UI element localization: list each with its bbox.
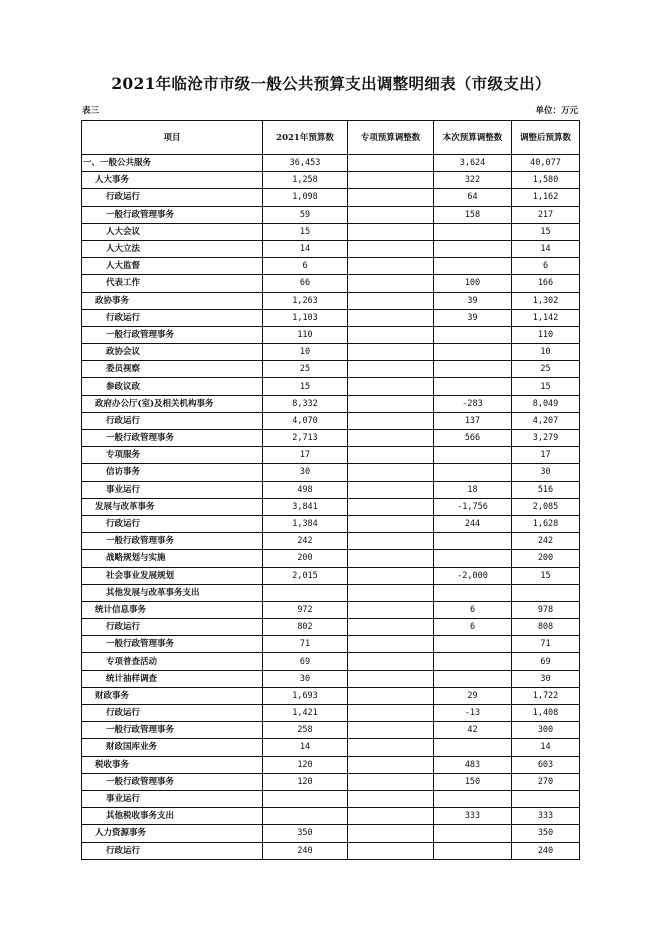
- budget-cell: 15: [263, 223, 348, 240]
- row-name: 行政运行: [82, 842, 263, 859]
- budget-cell: 36,453: [263, 155, 348, 172]
- row-name: 信访事务: [82, 464, 263, 481]
- row-name: 事业运行: [82, 790, 263, 807]
- budget-cell: 71: [263, 636, 348, 653]
- budget-cell: 30: [263, 670, 348, 687]
- budget-cell: 10: [263, 344, 348, 361]
- final-cell: 333: [512, 808, 580, 825]
- adjust-cell: 3,624: [434, 155, 512, 172]
- row-name: 行政运行: [82, 189, 263, 206]
- final-cell: 603: [512, 756, 580, 773]
- row-name: 参政议政: [82, 378, 263, 395]
- final-cell: 270: [512, 773, 580, 790]
- special-adjust-cell: [348, 756, 434, 773]
- special-adjust-cell: [348, 722, 434, 739]
- row-name: 政协事务: [82, 292, 263, 309]
- table-number: 表三: [82, 106, 100, 116]
- special-adjust-cell: [348, 842, 434, 859]
- final-cell: 30: [512, 464, 580, 481]
- adjust-cell: 322: [434, 172, 512, 189]
- budget-cell: 59: [263, 206, 348, 223]
- table-row: [82, 722, 580, 739]
- adjust-cell: -283: [434, 395, 512, 412]
- table-row: [82, 533, 580, 550]
- special-adjust-cell: [348, 395, 434, 412]
- special-adjust-cell: [348, 344, 434, 361]
- special-adjust-cell: [348, 601, 434, 618]
- final-cell: 1,628: [512, 515, 580, 532]
- budget-cell: 8,332: [263, 395, 348, 412]
- row-name: 一、一般公共服务: [82, 155, 263, 172]
- row-name: 专项普查活动: [82, 653, 263, 670]
- special-adjust-cell: [348, 326, 434, 343]
- budget-cell: 25: [263, 361, 348, 378]
- final-cell: 30: [512, 670, 580, 687]
- adjust-cell: 39: [434, 309, 512, 326]
- row-name: 财政事务: [82, 687, 263, 704]
- adjust-cell: 333: [434, 808, 512, 825]
- final-cell: 2,085: [512, 498, 580, 515]
- adjust-cell: [434, 533, 512, 550]
- table-row: [82, 378, 580, 395]
- adjust-cell: [434, 670, 512, 687]
- row-name: 其他税收事务支出: [82, 808, 263, 825]
- budget-cell: 242: [263, 533, 348, 550]
- adjust-cell: [434, 653, 512, 670]
- budget-cell: [263, 790, 348, 807]
- table-row: [82, 842, 580, 859]
- final-cell: 242: [512, 533, 580, 550]
- table-row: [82, 189, 580, 206]
- table-row: [82, 636, 580, 653]
- special-adjust-cell: [348, 808, 434, 825]
- budget-cell: 1,098: [263, 189, 348, 206]
- adjust-cell: [434, 842, 512, 859]
- budget-cell: 2,713: [263, 430, 348, 447]
- table-row: [82, 584, 580, 601]
- document-title: 2021年临沧市市级一般公共预算支出调整明细表（市级支出）: [111, 74, 551, 93]
- table-row: [82, 223, 580, 240]
- final-cell: 40,077: [512, 155, 580, 172]
- adjust-cell: 42: [434, 722, 512, 739]
- budget-cell: 1,258: [263, 172, 348, 189]
- special-adjust-cell: [348, 584, 434, 601]
- row-name: 委员视察: [82, 361, 263, 378]
- budget-cell: 30: [263, 464, 348, 481]
- special-adjust-cell: [348, 533, 434, 550]
- row-name: 战略规划与实施: [82, 550, 263, 567]
- adjust-cell: [434, 378, 512, 395]
- budget-cell: 3,841: [263, 498, 348, 515]
- special-adjust-cell: [348, 550, 434, 567]
- table-row: [82, 515, 580, 532]
- adjust-cell: 566: [434, 430, 512, 447]
- budget-cell: 6: [263, 258, 348, 275]
- row-name: 行政运行: [82, 412, 263, 429]
- budget-cell: 66: [263, 275, 348, 292]
- budget-cell: 120: [263, 756, 348, 773]
- budget-cell: [263, 808, 348, 825]
- adjust-cell: 29: [434, 687, 512, 704]
- table-row: [82, 653, 580, 670]
- row-name: 发展与改革事务: [82, 498, 263, 515]
- special-adjust-cell: [348, 773, 434, 790]
- adjust-cell: [434, 636, 512, 653]
- special-adjust-cell: [348, 172, 434, 189]
- budget-cell: 350: [263, 825, 348, 842]
- special-adjust-cell: [348, 670, 434, 687]
- row-name: 一般行政管理事务: [82, 430, 263, 447]
- adjust-cell: [434, 223, 512, 240]
- final-cell: 1,302: [512, 292, 580, 309]
- table-row: [82, 687, 580, 704]
- special-adjust-cell: [348, 739, 434, 756]
- adjust-cell: [434, 361, 512, 378]
- special-adjust-cell: [348, 790, 434, 807]
- budget-cell: [263, 584, 348, 601]
- special-adjust-cell: [348, 515, 434, 532]
- budget-cell: 120: [263, 773, 348, 790]
- row-name: 统计抽样调查: [82, 670, 263, 687]
- adjust-cell: 137: [434, 412, 512, 429]
- final-cell: 350: [512, 825, 580, 842]
- adjust-cell: [434, 584, 512, 601]
- header-final: 调整后预算数: [512, 121, 580, 155]
- final-cell: 14: [512, 739, 580, 756]
- final-cell: 4,207: [512, 412, 580, 429]
- table-row: [82, 361, 580, 378]
- table-row: [82, 756, 580, 773]
- final-cell: 69: [512, 653, 580, 670]
- row-name: 人大监督: [82, 258, 263, 275]
- final-cell: 200: [512, 550, 580, 567]
- special-adjust-cell: [348, 653, 434, 670]
- adjust-cell: 158: [434, 206, 512, 223]
- final-cell: [512, 790, 580, 807]
- special-adjust-cell: [348, 240, 434, 257]
- special-adjust-cell: [348, 705, 434, 722]
- final-cell: 71: [512, 636, 580, 653]
- final-cell: 516: [512, 481, 580, 498]
- table-row: [82, 395, 580, 412]
- header-budget: 2021年预算数: [263, 121, 348, 155]
- special-adjust-cell: [348, 825, 434, 842]
- budget-cell: 972: [263, 601, 348, 618]
- special-adjust-cell: [348, 155, 434, 172]
- row-name: 行政运行: [82, 309, 263, 326]
- table-row: [82, 464, 580, 481]
- special-adjust-cell: [348, 292, 434, 309]
- adjust-cell: 150: [434, 773, 512, 790]
- table-row: [82, 808, 580, 825]
- special-adjust-cell: [348, 378, 434, 395]
- adjust-cell: [434, 550, 512, 567]
- adjust-cell: 18: [434, 481, 512, 498]
- adjust-cell: 64: [434, 189, 512, 206]
- table-row: [82, 498, 580, 515]
- row-name: 行政运行: [82, 515, 263, 532]
- header-special: 专项预算调整数: [348, 121, 434, 155]
- adjust-cell: 6: [434, 619, 512, 636]
- final-cell: 240: [512, 842, 580, 859]
- budget-cell: 1,384: [263, 515, 348, 532]
- budget-cell: 258: [263, 722, 348, 739]
- row-name: 一般行政管理事务: [82, 326, 263, 343]
- table-row: [82, 773, 580, 790]
- budget-cell: 17: [263, 447, 348, 464]
- special-adjust-cell: [348, 567, 434, 584]
- unit-label: 单位：万元: [535, 106, 578, 116]
- adjust-cell: -2,000: [434, 567, 512, 584]
- table-row: [82, 344, 580, 361]
- adjust-cell: -1,756: [434, 498, 512, 515]
- table-row: [82, 705, 580, 722]
- special-adjust-cell: [348, 498, 434, 515]
- budget-cell: 4,070: [263, 412, 348, 429]
- table-row: [82, 258, 580, 275]
- budget-cell: 1,693: [263, 687, 348, 704]
- special-adjust-cell: [348, 412, 434, 429]
- table-row: [82, 172, 580, 189]
- row-name: 事业运行: [82, 481, 263, 498]
- table-row: [82, 240, 580, 257]
- header-adjust: 本次预算调整数: [434, 121, 512, 155]
- adjust-cell: [434, 240, 512, 257]
- row-name: 其他发展与改革事务支出: [82, 584, 263, 601]
- final-cell: 1,408: [512, 705, 580, 722]
- table-row: [82, 412, 580, 429]
- row-name: 财政国库业务: [82, 739, 263, 756]
- table-row: [82, 447, 580, 464]
- special-adjust-cell: [348, 189, 434, 206]
- row-name: 税收事务: [82, 756, 263, 773]
- special-adjust-cell: [348, 430, 434, 447]
- special-adjust-cell: [348, 309, 434, 326]
- adjust-cell: [434, 790, 512, 807]
- budget-cell: 802: [263, 619, 348, 636]
- row-name: 一般行政管理事务: [82, 722, 263, 739]
- row-name: 一般行政管理事务: [82, 636, 263, 653]
- adjust-cell: 100: [434, 275, 512, 292]
- table-row: [82, 309, 580, 326]
- final-cell: 15: [512, 567, 580, 584]
- row-name: 一般行政管理事务: [82, 773, 263, 790]
- table-row: [82, 155, 580, 172]
- final-cell: 1,722: [512, 687, 580, 704]
- final-cell: 17: [512, 447, 580, 464]
- final-cell: 110: [512, 326, 580, 343]
- adjust-cell: [434, 344, 512, 361]
- budget-cell: 14: [263, 240, 348, 257]
- budget-cell: 240: [263, 842, 348, 859]
- final-cell: 166: [512, 275, 580, 292]
- table-row: [82, 206, 580, 223]
- table-row: [82, 670, 580, 687]
- adjust-cell: 483: [434, 756, 512, 773]
- header-item: 项目: [82, 121, 263, 155]
- budget-cell: 2,015: [263, 567, 348, 584]
- final-cell: 10: [512, 344, 580, 361]
- table-row: [82, 326, 580, 343]
- row-name: 一般行政管理事务: [82, 533, 263, 550]
- final-cell: 808: [512, 619, 580, 636]
- final-cell: 8,049: [512, 395, 580, 412]
- budget-cell: 69: [263, 653, 348, 670]
- final-cell: 15: [512, 223, 580, 240]
- row-name: 一般行政管理事务: [82, 206, 263, 223]
- special-adjust-cell: [348, 687, 434, 704]
- table-row: [82, 825, 580, 842]
- table-row: [82, 430, 580, 447]
- row-name: 政府办公厅(室)及相关机构事务: [82, 395, 263, 412]
- table-row: [82, 292, 580, 309]
- row-name: 专项服务: [82, 447, 263, 464]
- special-adjust-cell: [348, 481, 434, 498]
- final-cell: 1,580: [512, 172, 580, 189]
- budget-cell: 1,421: [263, 705, 348, 722]
- final-cell: 217: [512, 206, 580, 223]
- adjust-cell: 6: [434, 601, 512, 618]
- special-adjust-cell: [348, 275, 434, 292]
- row-name: 行政运行: [82, 705, 263, 722]
- special-adjust-cell: [348, 361, 434, 378]
- table-row: [82, 601, 580, 618]
- final-cell: [512, 584, 580, 601]
- budget-cell: 498: [263, 481, 348, 498]
- row-name: 人大事务: [82, 172, 263, 189]
- special-adjust-cell: [348, 636, 434, 653]
- adjust-cell: -13: [434, 705, 512, 722]
- final-cell: 1,142: [512, 309, 580, 326]
- table-row: [82, 619, 580, 636]
- final-cell: 1,162: [512, 189, 580, 206]
- final-cell: 300: [512, 722, 580, 739]
- adjust-cell: [434, 258, 512, 275]
- final-cell: 3,279: [512, 430, 580, 447]
- adjust-cell: 244: [434, 515, 512, 532]
- final-cell: 25: [512, 361, 580, 378]
- adjust-cell: [434, 464, 512, 481]
- table-row: [82, 481, 580, 498]
- table-row: [82, 567, 580, 584]
- budget-cell: 1,103: [263, 309, 348, 326]
- special-adjust-cell: [348, 619, 434, 636]
- budget-cell: 200: [263, 550, 348, 567]
- table-row: [82, 275, 580, 292]
- special-adjust-cell: [348, 206, 434, 223]
- budget-cell: 14: [263, 739, 348, 756]
- header-row: [82, 121, 580, 155]
- row-name: 行政运行: [82, 619, 263, 636]
- row-name: 政协会议: [82, 344, 263, 361]
- row-name: 统计信息事务: [82, 601, 263, 618]
- adjust-cell: 39: [434, 292, 512, 309]
- row-name: 人大立法: [82, 240, 263, 257]
- adjust-cell: [434, 739, 512, 756]
- budget-cell: 1,263: [263, 292, 348, 309]
- table-row: [82, 739, 580, 756]
- special-adjust-cell: [348, 447, 434, 464]
- budget-table: [81, 120, 580, 860]
- budget-cell: 110: [263, 326, 348, 343]
- final-cell: 15: [512, 378, 580, 395]
- final-cell: 978: [512, 601, 580, 618]
- adjust-cell: [434, 447, 512, 464]
- final-cell: 14: [512, 240, 580, 257]
- adjust-cell: [434, 326, 512, 343]
- table-row: [82, 790, 580, 807]
- special-adjust-cell: [348, 258, 434, 275]
- special-adjust-cell: [348, 464, 434, 481]
- adjust-cell: [434, 825, 512, 842]
- special-adjust-cell: [348, 223, 434, 240]
- row-name: 社会事业发展规划: [82, 567, 263, 584]
- final-cell: 6: [512, 258, 580, 275]
- budget-cell: 15: [263, 378, 348, 395]
- row-name: 人力资源事务: [82, 825, 263, 842]
- row-name: 代表工作: [82, 275, 263, 292]
- row-name: 人大会议: [82, 223, 263, 240]
- table-row: [82, 550, 580, 567]
